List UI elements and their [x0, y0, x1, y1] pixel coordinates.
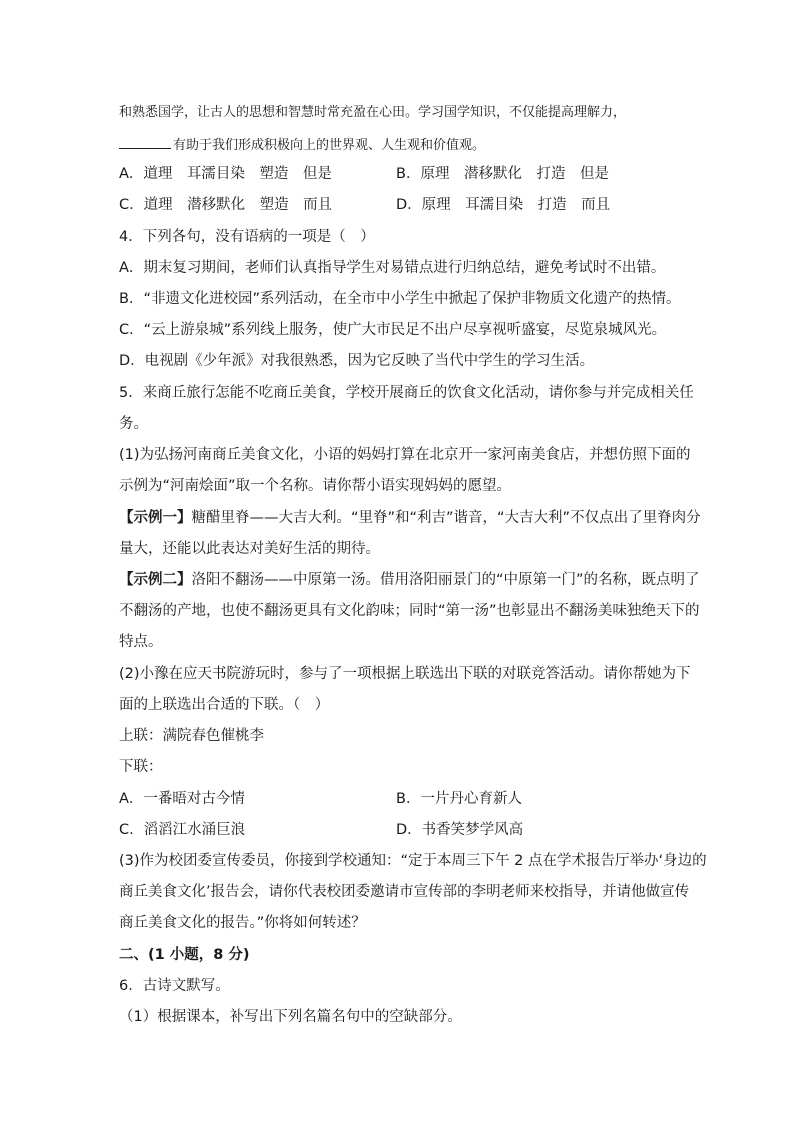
example-1-tag: 【示例一】: [119, 510, 192, 526]
couplet-options-row-2: [119, 820, 699, 840]
q4-option-d: D．电视剧《少年派》对我很熟悉，因为它反映了当代中学生的学习生活。: [119, 353, 595, 369]
q3-option-a: A．道理 耳濡目染 塑造 但是: [119, 166, 332, 182]
example-2-line-3: 特点。: [119, 634, 163, 650]
q3-option-d: D．原理 耳濡目染 打造 而且: [396, 197, 611, 213]
q4-option-b: B．“非遗文化进校园”系列活动，在全市中小学生中掀起了保护非物质文化遗产的热情。: [119, 291, 681, 307]
example-2-line-1: [119, 570, 699, 590]
fill-blank: [119, 134, 171, 149]
q3-option-c: C．道理 潜移默化 塑造 而且: [119, 197, 333, 213]
passage-line-2: [119, 134, 699, 156]
couplet-option-b: B．一片丹心育新人: [396, 791, 522, 807]
q5-part1-line-2: 示例为“河南烩面”取一个名称。请你帮小语实现妈妈的愿望。: [119, 478, 512, 494]
couplet-upper: 上联：满院春色催桃李: [119, 728, 264, 744]
example-1-line-2: 量大，还能以此表达对美好生活的期待。: [119, 541, 380, 557]
q5-part3-line-3: 商丘美食文化的报告。”你将如何转述？: [119, 915, 366, 931]
q5-stem-line-1: 5．来商丘旅行怎能不吃商丘美食，学校开展商丘的饮食文化活动，请你参与并完成相关任: [119, 385, 694, 401]
passage-line-2-text: 有助于我们形成积极向上的世界观、人生观和价值观。: [173, 138, 486, 153]
q5-stem-line-2: 务。: [119, 416, 148, 432]
q3-options-row-1: [119, 164, 699, 184]
q3-options-row-2: [119, 195, 699, 215]
q4-option-a: A．期末复习期间，老师们认真指导学生对易错点进行归纳总结，避免考试时不出错。: [119, 260, 666, 276]
passage-line-1: 和熟悉国学，让古人的思想和智慧时常充盈在心田。学习国学知识，不仅能提高理解力，: [119, 105, 627, 120]
q6-stem: 6．古诗文默写。: [119, 978, 230, 994]
couplet-lower: 下联：: [119, 759, 163, 775]
q3-option-b: B．原理 潜移默化 打造 但是: [396, 166, 609, 182]
couplet-option-c: C．滔滔江水涌巨浪: [119, 822, 246, 838]
example-2-text: 洛阳不翻汤——中原第一汤。借用洛阳丽景门的“中原第一门”的名称，既点明了: [191, 572, 700, 588]
q6-sub: （1）根据课本，补写出下列名篇名句中的空缺部分。: [119, 1009, 462, 1025]
couplet-option-d: D．书香笑梦学风高: [396, 822, 524, 838]
couplet-option-a: A．一番晤对古今情: [119, 791, 245, 807]
example-1-text: 糖醋里脊——大吉大利。“里脊”和“利吉”谐音，“大吉大利”不仅点出了里脊肉分: [191, 510, 701, 526]
example-2-tag: 【示例二】: [119, 572, 192, 588]
q4-option-c: C．“云上游泉城”系列线上服务，使广大市民足不出户尽享视听盛宴，尽览泉城风光。: [119, 322, 667, 338]
example-1-line-1: [119, 508, 699, 528]
q5-part2-line-1: (2)小豫在应天书院游玩时，参与了一项根据上联选出下联的对联竞答活动。请你帮她为下: [119, 666, 691, 682]
q5-part1-line-1: (1)为弘扬河南商丘美食文化，小语的妈妈打算在北京开一家河南美食店，并想仿照下面的: [119, 447, 691, 463]
q5-part2-line-2: 面的上联选出合适的下联。（ ）: [119, 697, 330, 713]
q4-stem: 4．下列各句，没有语病的一项是（ ）: [119, 229, 375, 245]
q5-part3-line-2: 商丘美食文化’报告会，请你代表校团委邀请市宣传部的李明老师来校指导，并请他做宣传: [119, 884, 690, 900]
couplet-options-row-1: [119, 789, 699, 809]
example-2-line-2: 不翻汤的产地，也使不翻汤更具有文化韵味；同时“第一汤”也彰显出不翻汤美味独绝天下的: [119, 603, 700, 619]
section-2-heading: 二、(1 小题，8 分): [119, 947, 250, 963]
q5-part3-line-1: (3)作为校团委宣传委员，你接到学校通知：“定于本周三下午 2 点在学术报告厅举办‘身边的: [119, 853, 707, 869]
